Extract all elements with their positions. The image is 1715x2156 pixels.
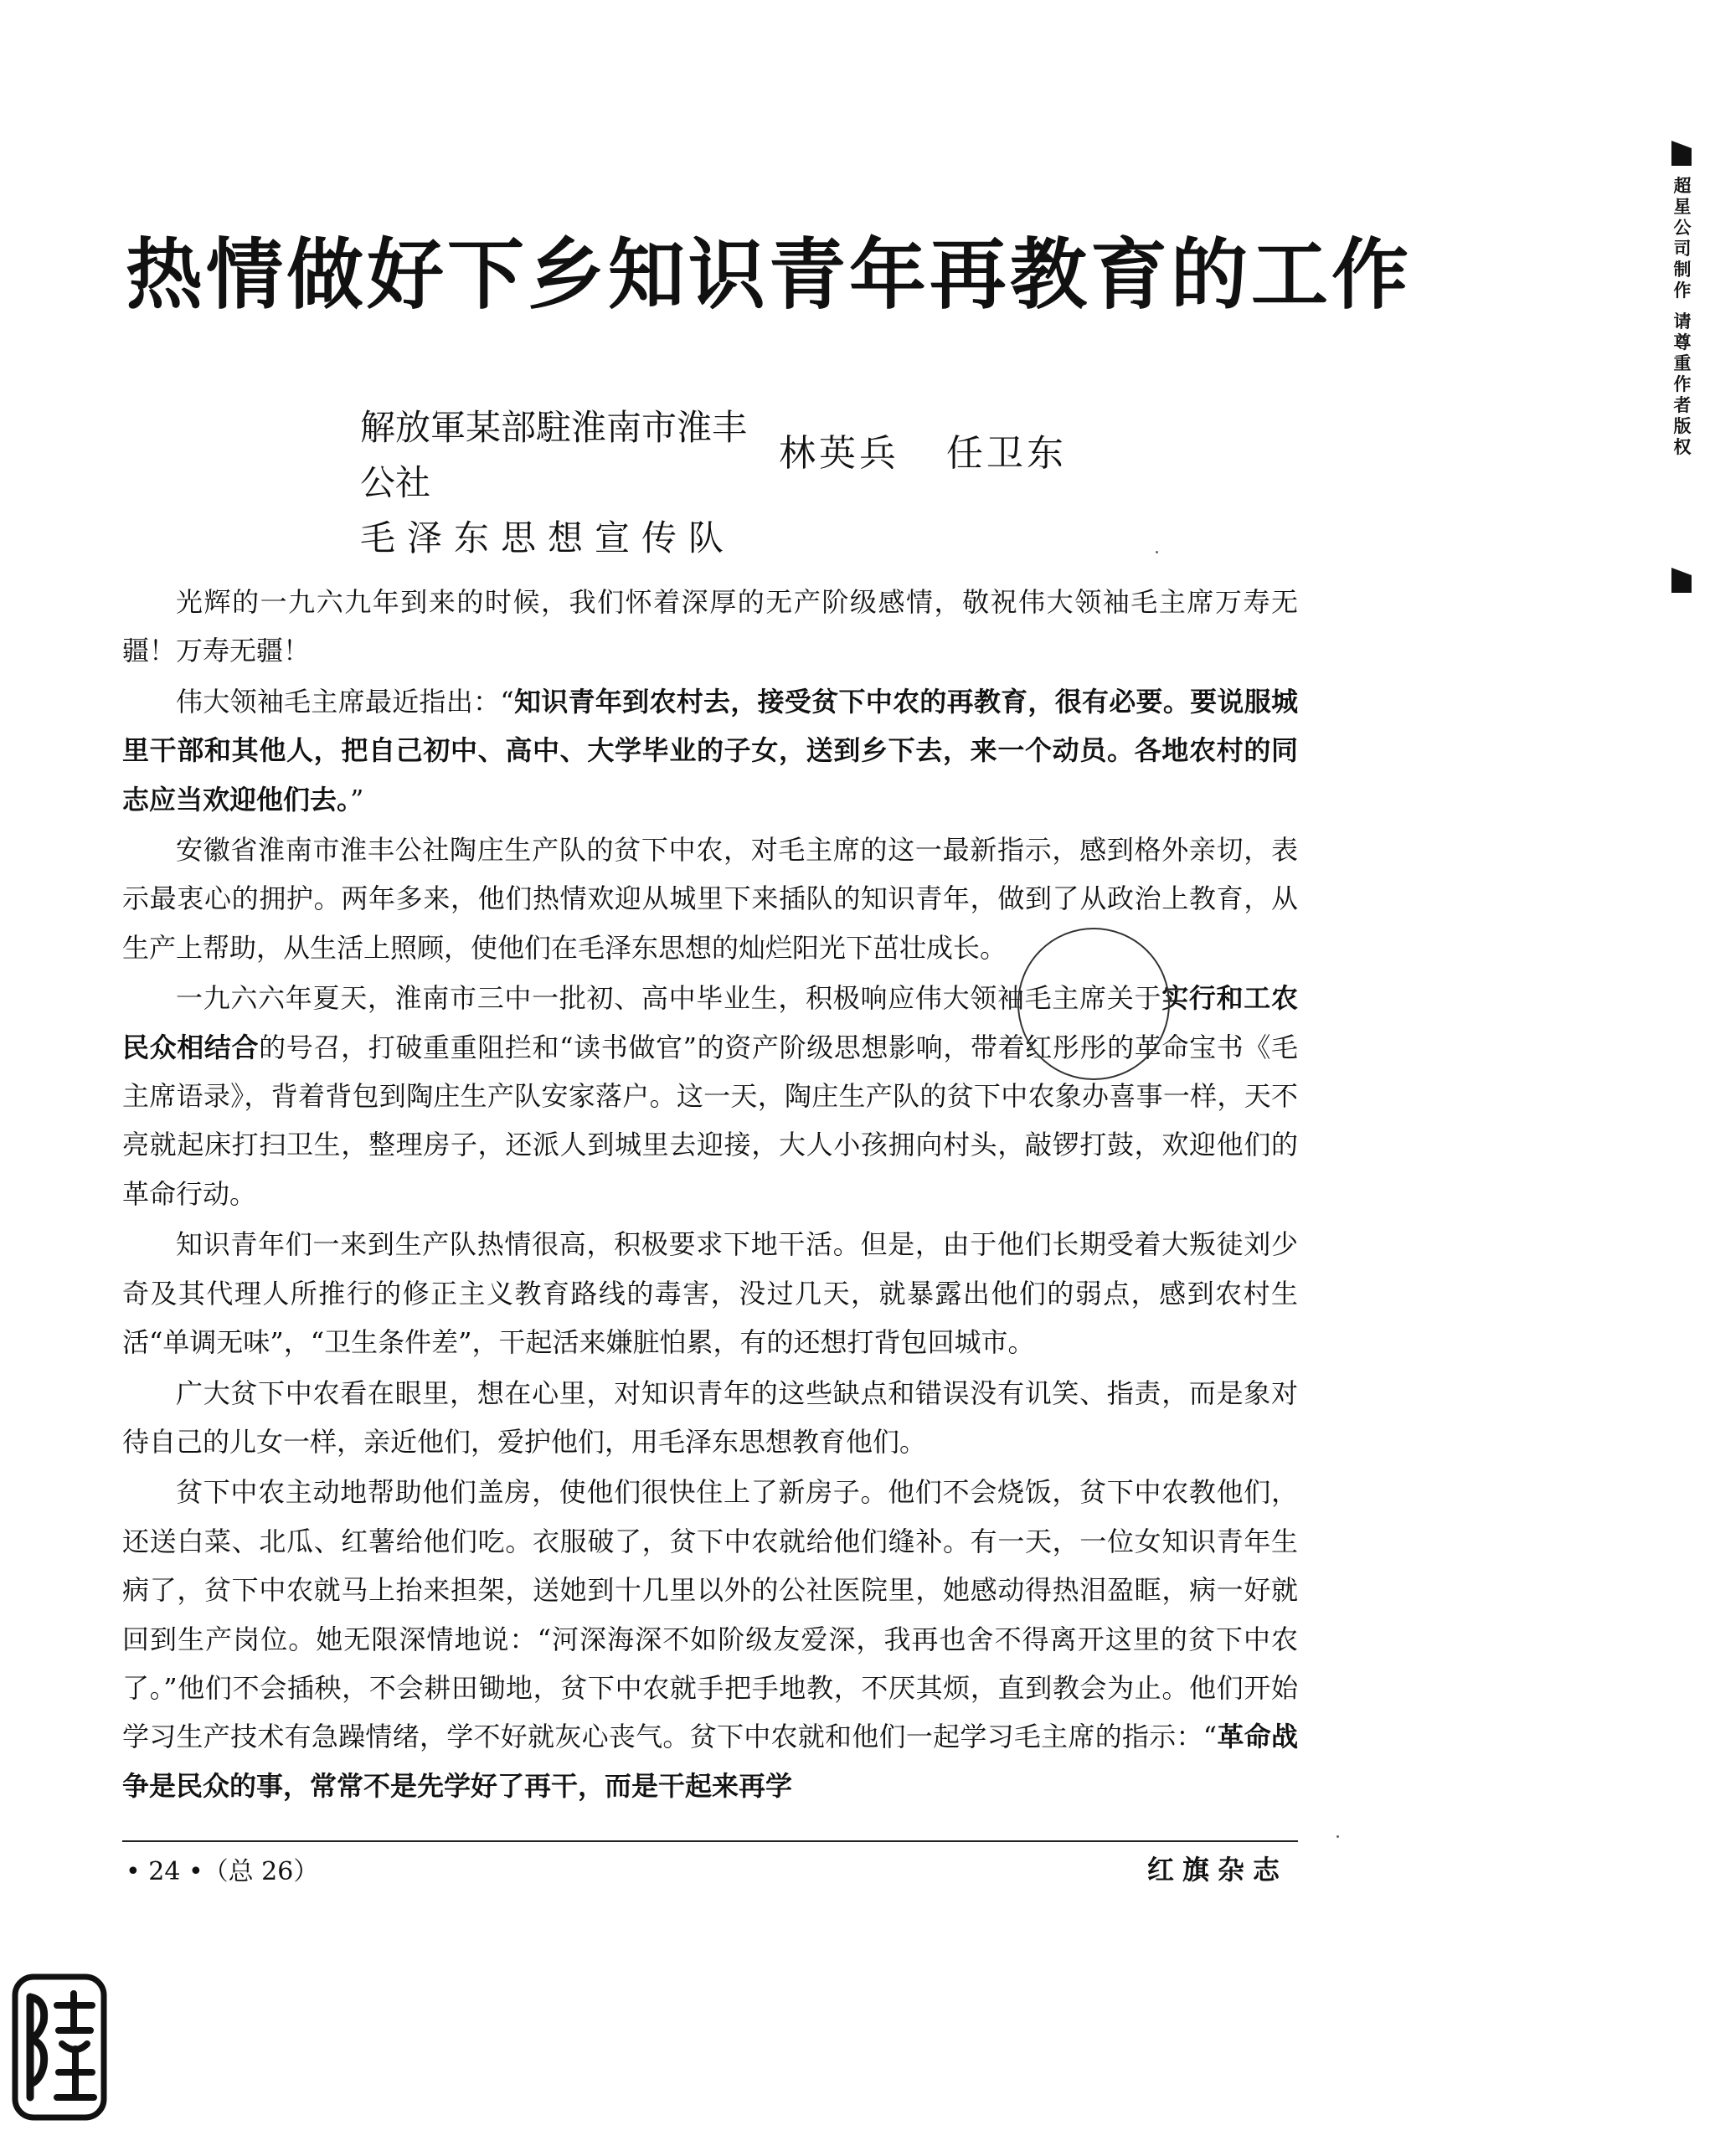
- paragraph-text: 一九六六年夏天，淮南市三中一批初、高中毕业生，积极响应伟大领袖毛主席关于: [176, 982, 1162, 1015]
- article-paragraph: [122, 1369, 1298, 1467]
- article-body: [122, 578, 1298, 1812]
- paragraph-text: ”: [350, 783, 364, 816]
- paragraph-text: 的号召，打破重重阻拦和“读书做官”的资产阶级思想影响，带着红彤彤的革命宝书《毛主席语录》，背着背包到陶庄生产队安家落户。这一天，陶庄生产队的贫下中农象办喜事一样，天不亮就起床打扫卫生，整理房子，还派人到城里去迎接，大人小孩拥向村头，敲锣打鼓，欢迎他们的革命行动。: [122, 1031, 1298, 1210]
- quotation-bold-text: 实行和工农民众相结合: [122, 982, 1298, 1063]
- organization-line-2: 毛泽东思想宣传队: [360, 517, 736, 558]
- paragraph-text: 安徽省淮南市淮丰公社陶庄生产队的贫下中农，对毛主席的这一最新指示，感到格外亲切，表示最衷心的拥护。两年多来，他们热情欢迎从城里下来插队的知识青年，做到了从政治上教育，从生产上帮助，从生活上照顾，使他们在毛泽东思想的灿烂阳光下茁壮成长。: [122, 834, 1298, 964]
- author-names: [779, 423, 1067, 476]
- page-number: • 24 •（总 26）: [126, 1857, 319, 1886]
- strip-marker-bottom: [1671, 568, 1692, 593]
- article-paragraph: [122, 677, 1298, 824]
- footer-divider: [122, 1840, 1298, 1842]
- copyright-notice: [1670, 176, 1695, 458]
- article-paragraph: [122, 578, 1298, 676]
- margin-speck: [1156, 551, 1158, 553]
- paragraph-text: 光辉的一九六九年到来的时候，我们怀着深厚的无产阶级感情，敬祝伟大领袖毛主席万寿无疆！万寿无疆！: [122, 586, 1298, 667]
- paragraph-text: 广大贫下中农看在眼里，想在心里，对知识青年的这些缺点和错误没有讥笑、指责，而是象对待自己的儿女一样，亲近他们，爱护他们，用毛泽东思想教育他们。: [122, 1376, 1298, 1458]
- paragraph-text: 伟大领袖毛主席最近指出：“: [176, 685, 514, 718]
- strip-marker-top: [1671, 141, 1692, 166]
- seal-logo-icon: [10, 1972, 109, 2123]
- paragraph-text: 贫下中农主动地帮助他们盖房，使他们很快住上了新房子。他们不会烧饭，贫下中农教他们，还送白菜、北瓜、红薯给他们吃。衣服破了，贫下中农就给他们缝补。有一天，一位女知识青年生病了，贫下中农就马上抬来担架，送她到十几里以外的公社医院里，她感动得热泪盈眶，病一好就回到生产岗位。她无限深情地说：“河深海深不如阶级友爱深，我再也舍不得离开这里的贫下中农了。”他们不会插秧，不会耕田锄地，贫下中农就手把手地教，不厌其烦，直到教会为止。他们开始学习生产技术有急躁情绪，学不好就灰心丧气。贫下中农就和他们一起学习毛主席的指示：“: [122, 1476, 1298, 1753]
- copyright-side-strip: [1670, 141, 1695, 593]
- hand-drawn-circle-mark: [1017, 928, 1170, 1080]
- author-name: 林英兵: [779, 432, 899, 475]
- article-paragraph: [122, 1468, 1298, 1810]
- journal-name: 红旗杂志: [1147, 1854, 1289, 1886]
- organization-line-1: 解放軍某部駐淮南市淮丰公社: [360, 407, 748, 503]
- author-name: 任卫东: [946, 432, 1067, 475]
- copyright-notice-bottom: 请尊重作者版权: [1673, 311, 1692, 457]
- margin-speck: [1336, 1835, 1339, 1838]
- author-organization: [360, 400, 754, 566]
- quotation-bold-text: 知识青年到农村去，接受贫下中农的再教育，很有必要。要说服城里干部和其他人，把自己初中、高中、大学毕业的子女，送到乡下去，来一个动员。各地农村的同志应当欢迎他们去。: [122, 685, 1298, 816]
- paragraph-text: 知识青年们一来到生产队热情很高，积极要求下地干活。但是，由于他们长期受着大叛徒刘少奇及其代理人所推行的修正主义教育路线的毒害，没过几天，就暴露出他们的弱点，感到农村生活“单调无味”，“卫生条件差”，干起活来嫌脏怕累，有的还想打背包回城市。: [122, 1228, 1298, 1359]
- copyright-notice-top: 超星公司制作: [1673, 176, 1692, 301]
- article-paragraph: [122, 1220, 1298, 1366]
- quotation-bold-text: 革命战争是民众的事，常常不是先学好了再干，而是干起来再学: [122, 1721, 1298, 1802]
- article-title: 热情做好下乡知识青年再教育的工作: [126, 229, 1413, 320]
